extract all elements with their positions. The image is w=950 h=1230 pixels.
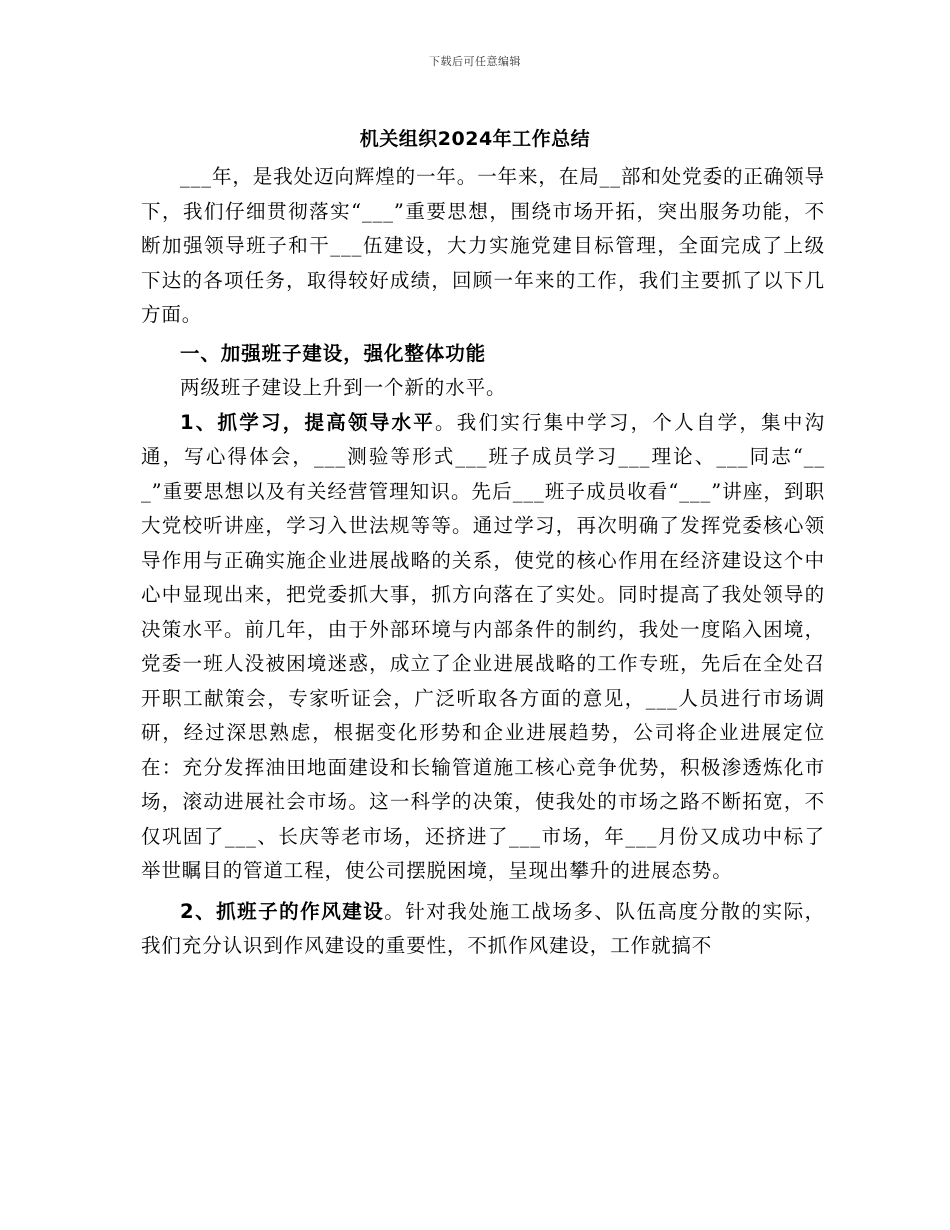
intro-paragraph: ___年，是我处迈向辉煌的一年。一年来，在局__部和处党委的正确领导下，我们仔细贯彻落实“___”重要思想，围绕市场开拓，突出服务功能，不断加强领导班子和干___伍建设，大力实施党建目标管理，全面完成了上级下达的各项任务，取得较好成绩，回顾一年来的工作，我们主要抓了以下几方面。 [141,165,825,326]
item-1-body: 。我们实行集中学习，个人自学，集中沟通，写心得体会，___测验等形式___班子成员学习___理论、___同志“___”重要思想以及有关经营管理知识。先后___班子成员收看“___”讲座，到职大党校听讲座，学习入世法规等等。通过学习，再次明确了发挥党委核心领导作用与正确实施企业进展战略的关系，使党的核心作用在经济建设这个中心中显现出来，把党委抓大事，抓方向落在了实处。同时提高了我处领导的决策水平。前几年，由于外部环境与内部条件的制约，我处一度陷入困境，党委一班人没被困境迷惑，成立了企业进展战略的工作专班，先后在全处召开职工献策会，专家听证会，广泛听取各方面的意见，___人员进行市场调研，经过深思熟虑，根据变化形势和企业进展趋势，公司将企业进展定位在：充分发挥油田地面建设和长输管道施工核心竞争优势，积极渗透炼化市场，滚动进展社会市场。这一科学的决策，使我处的市场之路不断拓宽，不仅巩固了___、长庆等老市场，还挤进了___市场，年___月份又成功中标了举世瞩目的管道工程，使公司摆脱困境，呈现出攀升的进展态势。 [141,410,826,882]
section-heading: 一、加强班子建设，强化整体功能 [180,341,487,365]
page-title: 机关组织2024年工作总结 [359,128,591,150]
header-note: 下载后可任意编辑 [429,55,521,68]
item-1-lead: 1、抓学习，提高领导水平 [180,410,435,434]
item-2-lead: 2、抓班子的作风建设 [180,899,385,923]
item-2-paragraph [141,895,825,964]
document-body [141,160,825,964]
item-1-paragraph [141,406,825,889]
section-subparagraph: 两级班子建设上升到一个新的水平。 [180,376,507,399]
item-2-body: 。针对我处施工战场多、队伍高度分散的实际，我们充分认识到作风建设的重要性，不抓作风建设，工作就搞不 [141,899,825,957]
